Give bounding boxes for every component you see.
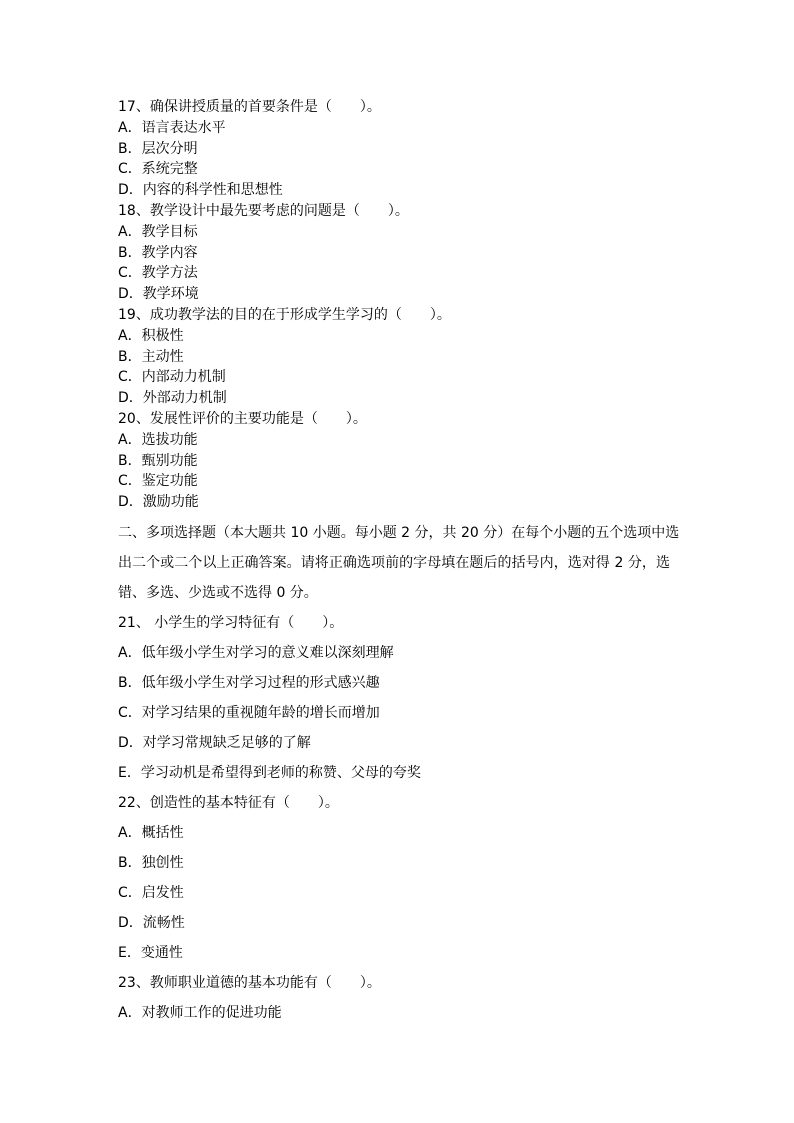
answer-option: B．主动性 <box>118 348 184 365</box>
question-stem: 22、创造性的基本特征有（ ）。 <box>118 795 339 811</box>
answer-option: B．独创性 <box>118 855 184 871</box>
answer-option: E．学习动机是希望得到老师的称赞、父母的夸奖 <box>118 765 421 781</box>
answer-option: D．对学习常规缺乏足够的了解 <box>118 735 311 751</box>
answer-option: E．变通性 <box>118 945 183 961</box>
section-instructions: 二、多项选择题（本大题共 10 小题。每小题 2 分，共 20 分）在每个小题的五个选项中选 <box>118 525 680 541</box>
answer-option: C．教学方法 <box>118 265 198 282</box>
answer-option: A．概括性 <box>118 825 184 841</box>
answer-option: A．语言表达水平 <box>118 119 226 136</box>
answer-option: D．内容的科学性和思想性 <box>118 182 283 199</box>
answer-option: A．低年级小学生对学习的意义难以深刻理解 <box>118 645 394 661</box>
answer-option: C．内部动力机制 <box>118 369 226 386</box>
answer-option: A．教学目标 <box>118 223 198 240</box>
section-instructions: 错、多选、少选或不选得 0 分。 <box>118 585 318 601</box>
question-stem: 19、成功教学法的目的在于形成学生学习的（ ）。 <box>118 306 451 323</box>
answer-option: D．教学环境 <box>118 286 199 303</box>
question-stem: 18、教学设计中最先要考虑的问题是（ ）。 <box>118 202 409 219</box>
multiple-choice-section <box>118 518 680 1028</box>
answer-option: D．流畅性 <box>118 915 185 931</box>
answer-option: B．教学内容 <box>118 244 198 261</box>
section-instructions: 出二个或二个以上正确答案。请将正确选项前的字母填在题后的括号内，选对得 2 分，选 <box>118 555 670 571</box>
question-stem: 21、 小学生的学习特征有（ ）。 <box>118 615 344 631</box>
answer-option: B．甄别功能 <box>118 452 198 469</box>
question-stem: 23、教师职业道德的基本功能有（ ）。 <box>118 975 381 991</box>
answer-option: C．对学习结果的重视随年龄的增长而增加 <box>118 705 380 721</box>
answer-option: D．外部动力机制 <box>118 390 227 407</box>
answer-option: B．层次分明 <box>118 140 198 157</box>
question-stem: 20、发展性评价的主要功能是（ ）。 <box>118 410 367 427</box>
question-stem: 17、确保讲授质量的首要条件是（ ）。 <box>118 99 381 115</box>
answer-option: B．低年级小学生对学习过程的形式感兴趣 <box>118 675 380 691</box>
answer-option: C．系统完整 <box>118 161 198 178</box>
answer-option: A．积极性 <box>118 327 184 344</box>
answer-option: C．鉴定功能 <box>118 473 198 490</box>
single-choice-section <box>118 97 678 513</box>
answer-option: A．选拔功能 <box>118 431 198 448</box>
answer-option: A．对教师工作的促进功能 <box>118 1005 282 1021</box>
answer-option: D．激励功能 <box>118 494 199 511</box>
answer-option: C．启发性 <box>118 885 184 901</box>
